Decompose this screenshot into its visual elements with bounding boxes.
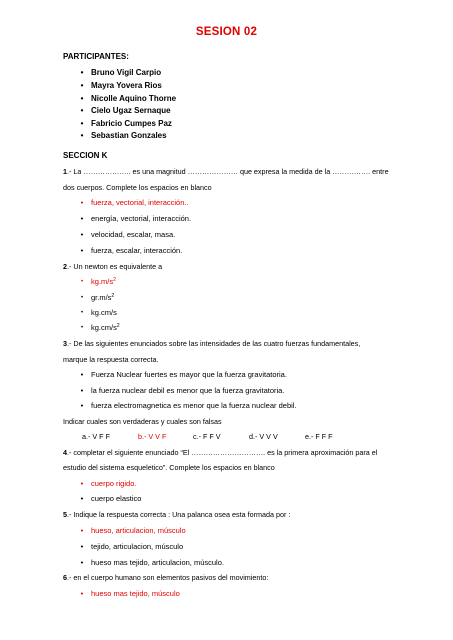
question-6-text: 6.- en el cuerpo humano son elementos pasivos del movimiento: xyxy=(63,573,269,582)
bullet-icon: • xyxy=(80,81,84,90)
bullet-icon: • xyxy=(80,131,84,140)
bullet-icon: • xyxy=(80,119,84,128)
question-3-line-2: marque la respuesta correcta. xyxy=(63,355,159,364)
bullet-icon: • xyxy=(80,370,84,379)
bullet-icon: • xyxy=(80,589,84,598)
participants-heading: PARTICIPANTES: xyxy=(63,52,129,61)
bullet-icon: • xyxy=(80,386,84,395)
question-5-text: 5.- Indique la respuesta correcta : Una palanca osea esta formada por : xyxy=(63,510,291,519)
bullet-icon: • xyxy=(80,526,84,535)
bullet-icon: • xyxy=(80,94,84,103)
bullet-icon: • xyxy=(80,494,84,503)
bullet-icon: • xyxy=(80,325,84,331)
bullet-icon: • xyxy=(80,542,84,551)
document-page: SESION 02 PARTICIPANTES: • Bruno Vigil Carpio • Mayra Yovera Rios • Nicolle Aquino Thorne • Cielo Ugaz Sernaque • Fabricio Cumpes Paz • Sebastian Gonzales SECCION K 1.- La ……………….. es una magnitud ………………… que expresa la medida de la ……………. entre dos cuerpos. Complete los espacios en blanco • fuerza, vectorial, interacción.. • energía, vectorial, interacción. • velocidad, escalar, masa. • fuerza, escalar, interacción. 2.- Un newton es equivalente a • $kg.m/s^2$ • $gr.m/s^2$ • kg.cm/s • $kg.cm/s^2$ 3.- De las siguientes enunciados sobre las intensidades de las cuatro fuerzas fundamentales, marque la respuesta correcta. • Fuerza Nuclear fuertes es mayor que la fuerza gravitatoria. • la fuerza nuclear debil es menor que la fuerza gravitatoria. • fuerza electromagnetica es menor que la fuerza nuclear debil. Indicar cuales son verdaderas y cuales son falsas a.- V F F b.- V V F c.- F F V d.- V V V e.- F F F 4.- completar el siguiente enunciado “El …………………………. es la primera aproximación para el estudio del sistema esqueletico”. Complete los espacios en blanco • cuerpo rigido. • cuerpo elastico 5.- Indique la respuesta correcta : Una palanca osea esta formada por : • hueso, articulacion, músculo • tejido, articulacion, músculo • hueso mas tejido, articulacion, músculo. 6.- en el cuerpo humano son elementos pasivos del movimiento: • hueso mas tejido, músculo xyxy=(0,0,453,640)
bullet-icon: • xyxy=(80,295,84,301)
section-heading: SECCION K xyxy=(63,151,108,160)
answer-option: d.- V V V xyxy=(249,432,278,441)
bullet-icon: • xyxy=(80,214,84,223)
answer-option: b.- V V F xyxy=(138,432,167,441)
question-1-line-1: 1.- La ……………….. es una magnitud ………………… que expresa la medida de la ……………. entre xyxy=(63,167,389,176)
bullet-icon: • xyxy=(80,401,84,410)
question-1-line-2: dos cuerpos. Complete los espacios en blanco xyxy=(63,183,212,192)
bullet-icon: • xyxy=(80,279,84,285)
answer-options-row xyxy=(0,432,453,442)
answer-option: a.- V F F xyxy=(82,432,110,441)
bullet-icon: • xyxy=(80,106,84,115)
question-3-prompt: Indicar cuales son verdaderas y cuales son falsas xyxy=(63,417,222,426)
answer-option: e.- F F F xyxy=(305,432,333,441)
bullet-icon: • xyxy=(80,246,84,255)
page-title: SESION 02 xyxy=(195,26,258,38)
bullet-icon: • xyxy=(80,558,84,567)
question-4-line-2: estudio del sistema esqueletico”. Complete los espacios en blanco xyxy=(63,463,275,472)
question-3-line-1: 3.- De las siguientes enunciados sobre las intensidades de las cuatro fuerzas fundamentales, xyxy=(63,339,361,348)
bullet-icon: • xyxy=(80,68,84,77)
bullet-icon: • xyxy=(80,479,84,488)
question-2-text: 2.- Un newton es equivalente a xyxy=(63,262,163,271)
bullet-icon: • xyxy=(80,198,84,207)
question-4-line-1: 4.- completar el siguiente enunciado “El …………………………. es la primera aproximación para el xyxy=(63,448,378,457)
bullet-icon: • xyxy=(80,230,84,239)
bullet-icon: • xyxy=(80,310,84,316)
answer-option: c.- F F V xyxy=(193,432,221,441)
